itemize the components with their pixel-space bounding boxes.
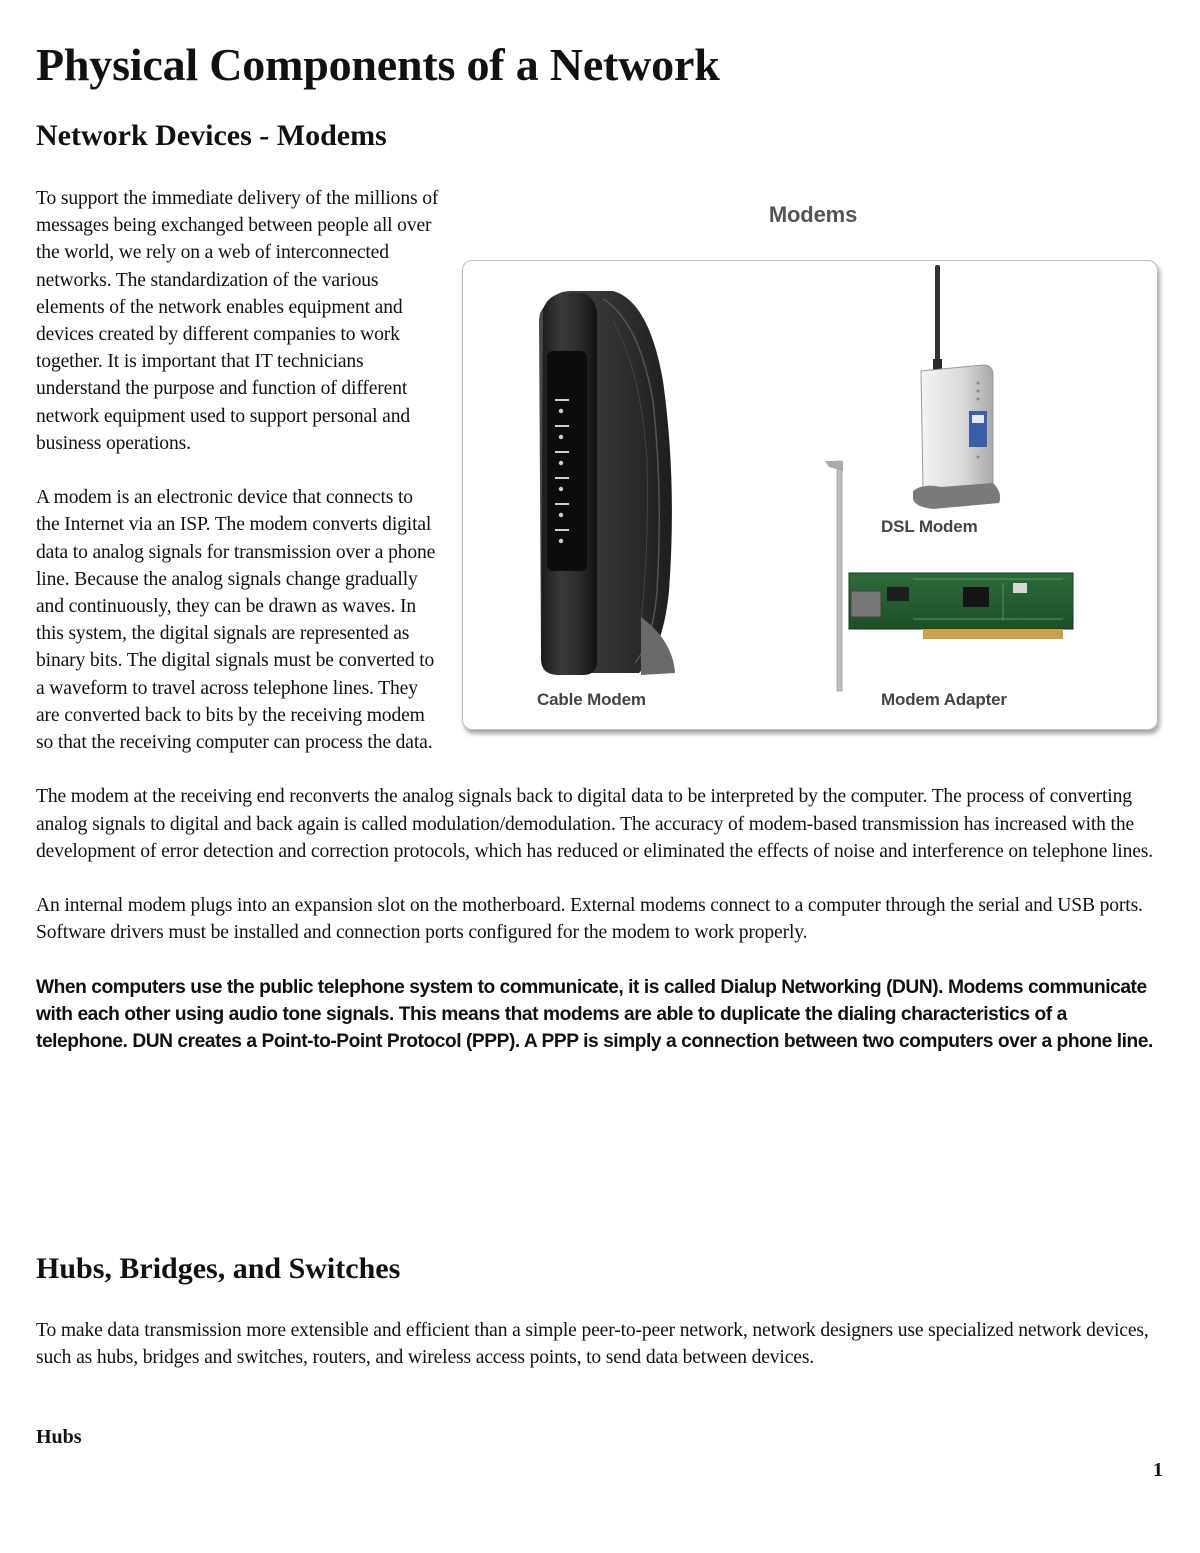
paragraph: To support the immediate delivery of the millions of messages being exchanged between people all over the world, we rely on a web of interconnected networks. The standardization of the various elements of the network enables equipment and devices created by different companies to work together. It is important that IT technicians understand the purpose and function of different network equipment used to support personal and business operations.: [36, 188, 439, 454]
cable-modem-image: [539, 291, 675, 675]
page-title: Physical Components of a Network: [36, 39, 720, 90]
paragraph: A modem is an electronic device that connects to the Internet via an ISP. The modem converts digital data to analog signals for transmission over a phone line. Because the analog signals change gradually and continuously, they can be drawn as waves. In this system, the digital signals are represented as binary bits. The digital signals must be converted to a waveform to travel across telephone lines. They are converted back to bits by the receiving modem so that the receiving computer can process the data.: [36, 487, 436, 754]
paragraph: To make data transmission more extensible and efficient than a simple peer-to-peer network, network designers use specialized network devices, such as hubs, bridges and switches, routers, and wireless access points, to send data between devices.: [36, 1320, 1149, 1369]
caption-modem-adapter: Modem Adapter: [881, 690, 1007, 709]
paragraph-bold-dun: When computers use the public telephone system to communicate, it is called Dialup Networking (DUN). Modems communicate with each other using audio tone signals. This means that modems are able to duplicate the dialing characteristics of a telephone. DUN creates a Point-to-Point Protocol (PPP). A PPP is simply a connection between two computers over a phone line.: [36, 976, 1153, 1053]
modems-body: [36, 185, 1158, 1083]
paragraph: The modem at the receiving end reconverts the analog signals back to digital data to be interpreted by the computer. The process of converting analog signals to digital and back again is called modulation/demodulation. The accuracy of modem-based transmission has increased with the development of error detection and correction protocols, which has reduced or eliminated the effects of noise and interference on telephone lines.: [36, 786, 1153, 862]
page-number: 1: [1153, 1459, 1163, 1481]
caption-cable-modem: Cable Modem: [537, 690, 646, 709]
hubs-body: [36, 1317, 1158, 1399]
section-heading-modems: Network Devices - Modems: [36, 119, 387, 152]
modems-illustration: [463, 261, 1157, 729]
modems-figure: [460, 185, 1166, 733]
caption-dsl-modem: DSL Modem: [881, 517, 978, 536]
figure-title: Modems: [768, 202, 858, 227]
paragraph: An internal modem plugs into an expansion slot on the motherboard. External modems connect to a computer through the serial and USB ports. Software drivers must be installed and connection ports configured for the modem to work properly.: [36, 895, 1143, 944]
section-heading-hubs-bridges-switches: Hubs, Bridges, and Switches: [36, 1252, 401, 1285]
figure-frame: [462, 260, 1158, 730]
dsl-modem-image: [913, 265, 1000, 509]
subheading-hubs: Hubs: [36, 1426, 82, 1448]
